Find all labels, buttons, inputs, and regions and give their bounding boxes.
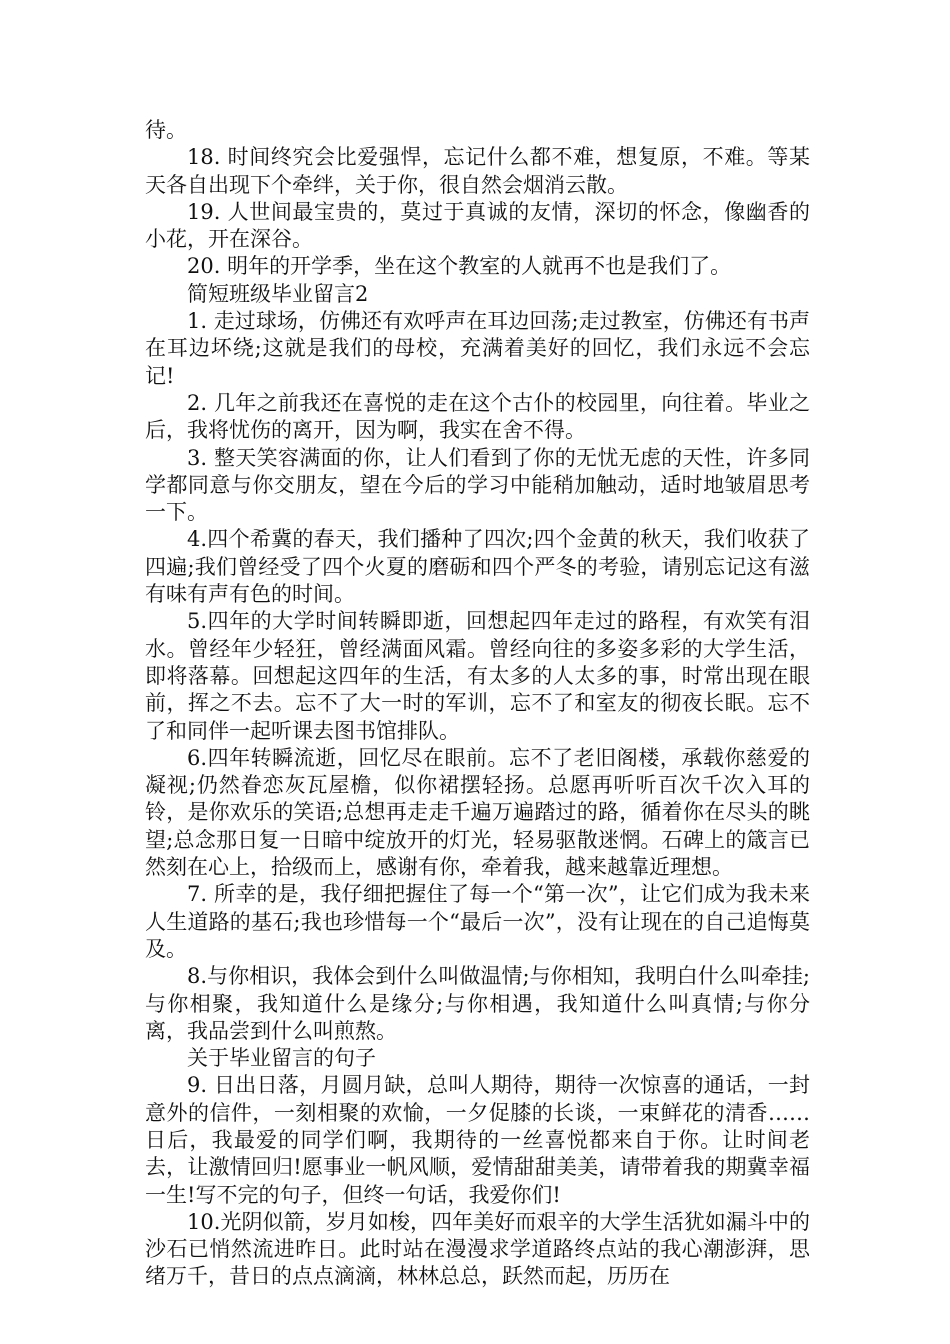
paragraph: 1. 走过球场，仿佛还有欢呼声在耳边回荡;走过教室，仿佛还有书声在耳边坏绕;这就是我们的母校，充满着美好的回忆，我们永远不会忘记! [145, 309, 810, 388]
paragraph: 6.四年转瞬流逝，回忆尽在眼前。忘不了老旧阁楼，承载你慈爱的凝视;仍然眷恋灰瓦屋檐，似你裙摆轻扬。总愿再听听百次千次入耳的铃，是你欢乐的笑语;总想再走走千遍万遍踏过的路，循着你在尽头的眺望;总念那日复一日暗中绽放开的灯光，轻易驱散迷惘。石碑上的箴言已然刻在心上，拾级而上，感谢有你，牵着我，越来越靠近理想。 [145, 745, 810, 880]
paragraph: 2. 几年之前我还在喜悦的走在这个古仆的校园里，向往着。毕业之后，我将忧伤的离开，因为啊，我实在舍不得。 [145, 390, 810, 443]
paragraph: 3. 整天笑容满面的你，让人们看到了你的无忧无虑的天性，许多同学都同意与你交朋友，望在今后的学习中能稍加触动，适时地皱眉思考一下。 [145, 445, 810, 525]
paragraph: 9. 日出日落，月圆月缺，总叫人期待，期待一次惊喜的通话，一封意外的信件，一刻相聚的欢愉，一夕促膝的长谈，一束鲜花的清香……日后，我最爱的同学们啊，我期待的一丝喜悦都来自于你。让时间老去，让激情回归!愿事业一帆风顺，爱情甜甜美美，请带着我的期冀幸福一生!写不完的句子，但终一句话，我爱你们! [145, 1073, 810, 1207]
section-heading: 简短班级毕业留言2 [187, 281, 369, 306]
paragraph: 19. 人世间最宝贵的，莫过于真诚的友情，深切的怀念，像幽香的小花，开在深谷。 [145, 199, 810, 252]
paragraph: 4.四个希冀的春天，我们播种了四次;四个金黄的秋天，我们收获了四遍;我们曾经受了四个火夏的磨砺和四个严冬的考验，请别忘记这有滋有味有声有色的时间。 [145, 527, 810, 607]
document-body [145, 117, 810, 1291]
paragraph: 10.光阴似箭，岁月如梭，四年美好而艰辛的大学生活犹如漏斗中的沙石已悄然流进昨日。此时站在漫漫求学道路终点站的我心潮澎湃，思绪万千，昔日的点点滴滴，林林总总，跃然而起，历历在 [145, 1209, 810, 1289]
paragraph: 5.四年的大学时间转瞬即逝，回想起四年走过的路程，有欢笑有泪水。曾经年少轻狂，曾经满面风霜。曾经向往的多姿多彩的大学生活，即将落幕。回想起这四年的生活，有太多的人太多的事，时常出现在眼前，挥之不去。忘不了大一时的军训，忘不了和室友的彻夜长眠。忘不了和同伴一起听课去图书馆排队。 [145, 609, 810, 743]
paragraph: 7. 所幸的是，我仔细把握住了每一个“第一次”，让它们成为我未来人生道路的基石;我也珍惜每一个“最后一次”，没有让现在的自己追悔莫及。 [145, 882, 810, 961]
paragraph: 待。 [145, 118, 187, 142]
paragraph: 8.与你相识，我体会到什么叫做温情;与你相知，我明白什么叫牵挂;与你相聚，我知道什么是缘分;与你相遇，我知道什么叫真情;与你分离，我品尝到什么叫煎熬。 [145, 964, 810, 1043]
paragraph: 20. 明年的开学季，坐在这个教室的人就再不也是我们了。 [187, 254, 732, 279]
paragraph: 18. 时间终究会比爱强悍，忘记什么都不难，想复原，不难。等某天各自出现下个牵绊，关于你，很自然会烟消云散。 [145, 145, 810, 197]
section-heading: 关于毕业留言的句子 [187, 1046, 376, 1071]
